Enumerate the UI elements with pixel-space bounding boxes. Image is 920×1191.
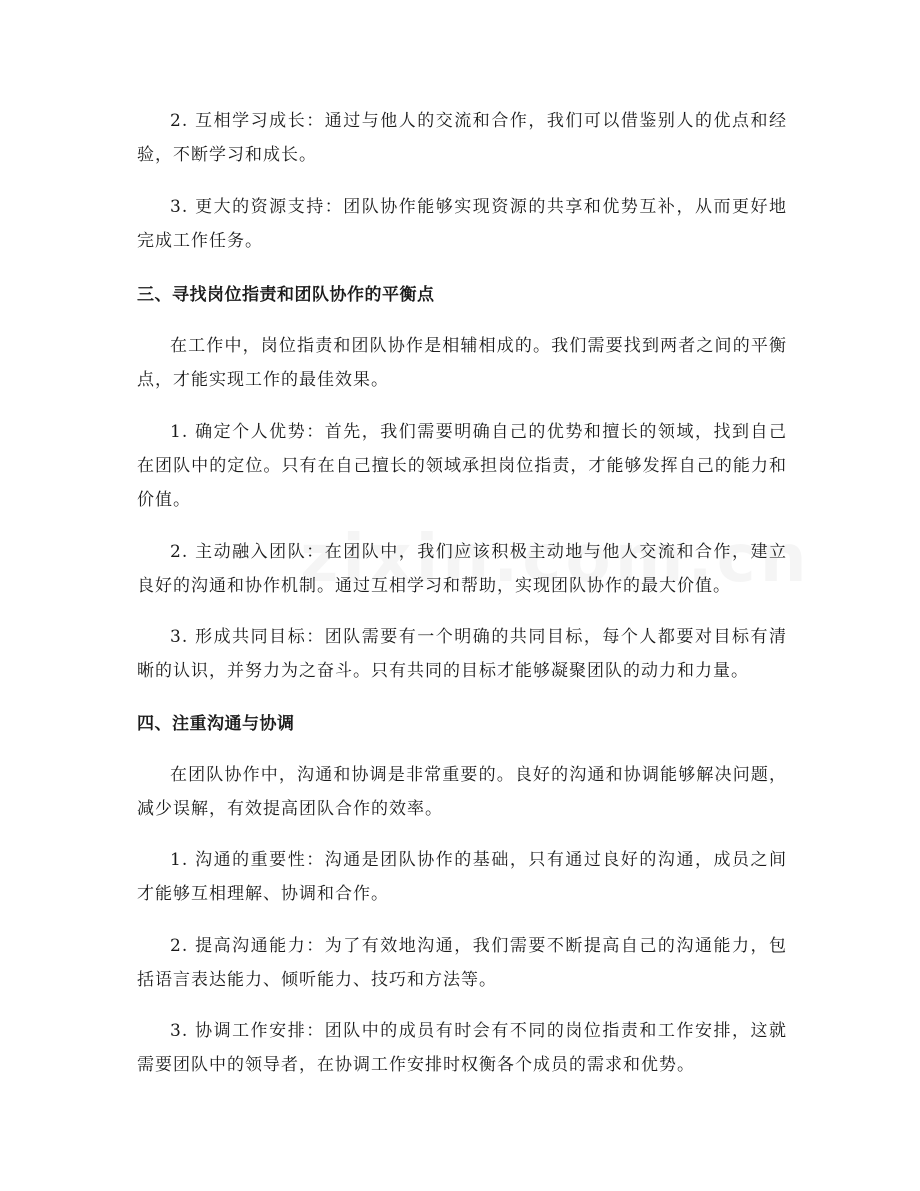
paragraph-balance-intro: 在工作中，岗位指责和团队协作是相辅相成的。我们需要找到两者之间的平衡点，才能实现工作的最佳效果。 — [137, 336, 787, 390]
paragraph-common-goal: 3. 形成共同目标：团队需要有一个明确的共同目标，每个人都要对目标有清晰的认识，并努力为之奋斗。只有共同的目标才能够凝聚团队的动力和力量。 — [137, 627, 787, 681]
paragraph-improve-communication: 2. 提高沟通能力：为了有效地沟通，我们需要不断提高自己的沟通能力，包括语言表达能力、倾听能力、技巧和方法等。 — [137, 936, 787, 990]
paragraph-personal-strengths: 1. 确定个人优势：首先，我们需要明确自己的优势和擅长的领域，找到自己在团队中的定位。只有在自己擅长的领域承担岗位指责，才能够发挥自己的能力和价值。 — [137, 422, 787, 510]
section-heading-four: 四、注重沟通与协调 — [137, 714, 295, 734]
paragraph-mutual-learning: 2. 互相学习成长：通过与他人的交流和合作，我们可以借鉴别人的优点和经验，不断学习和成长。 — [137, 111, 787, 165]
paragraph-resource-support: 3. 更大的资源支持：团队协作能够实现资源的共享和优势互补，从而更好地完成工作任务。 — [137, 197, 787, 251]
paragraph-communication-importance: 1. 沟通的重要性：沟通是团队协作的基础，只有通过良好的沟通，成员之间才能够互相理解、协调和合作。 — [137, 850, 787, 904]
paragraph-communication-intro: 在团队协作中，沟通和协调是非常重要的。良好的沟通和协调能够解决问题，减少误解，有效提高团队合作的效率。 — [137, 765, 787, 819]
section-heading-three: 三、寻找岗位指责和团队协作的平衡点 — [137, 285, 435, 305]
paragraph-join-team: 2. 主动融入团队：在团队中，我们应该积极主动地与他人交流和合作，建立良好的沟通和协作机制。通过互相学习和帮助，实现团队协作的最大价值。 — [137, 542, 787, 596]
paragraph-coordinate-work: 3. 协调工作安排：团队中的成员有时会有不同的岗位指责和工作安排，这就需要团队中的领导者，在协调工作安排时权衡各个成员的需求和优势。 — [137, 1021, 787, 1075]
